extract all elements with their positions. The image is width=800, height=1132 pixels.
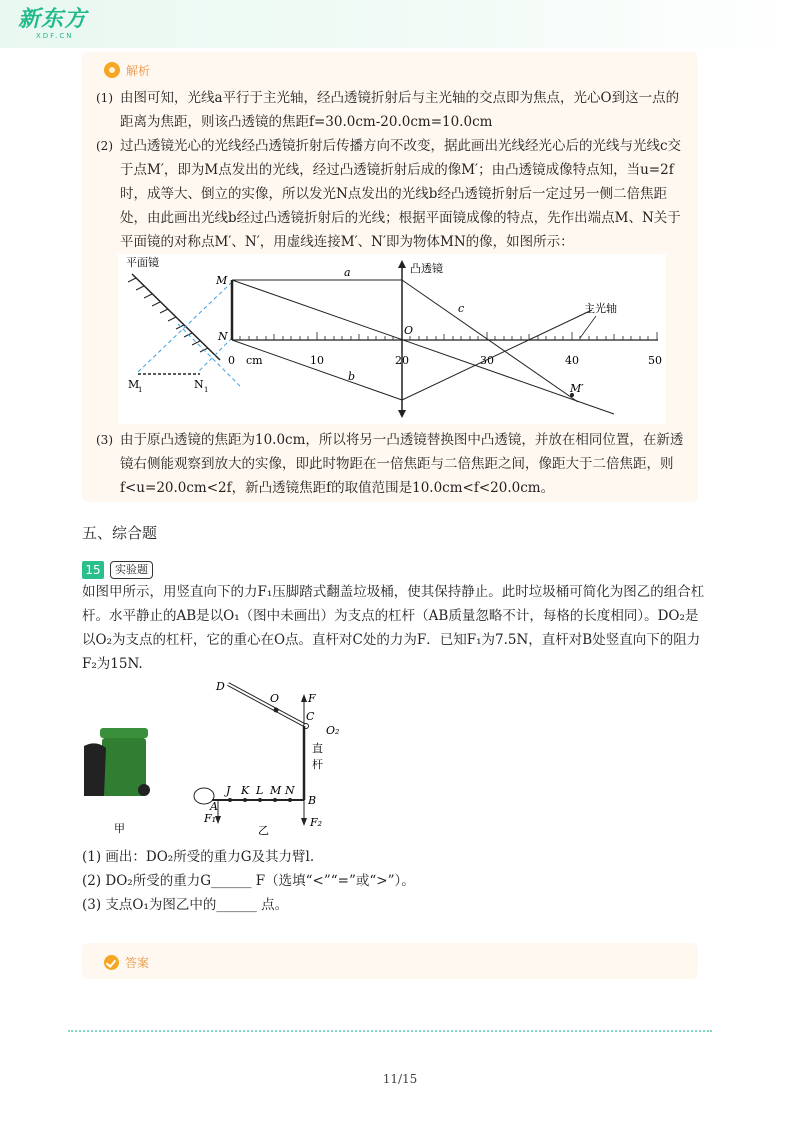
page-divider xyxy=(68,1030,712,1032)
label-a: A xyxy=(210,800,218,813)
analysis-header xyxy=(104,61,150,79)
label-m1: M xyxy=(128,378,140,391)
optics-diagram-svg xyxy=(118,254,666,424)
lever-do2-inner xyxy=(228,684,306,726)
axis-label: 主光轴 xyxy=(584,302,617,315)
trash-can-wheel xyxy=(138,784,150,796)
rod-label-1: 直 xyxy=(312,742,323,755)
question-body: 如图甲所示，用竖直向下的力F₁压脚踏式翻盖垃圾桶，使其保持静止。此时垃圾桶可简化为图乙的组合杠杆。水平静止的AB是以O₁（图中未画出）为支点的杠杆（AB质量忽略不计，每格的长度相同）。DO₂是以O₂为支点的杠杆，它的重心在O点。直杆对C处的力为F．已知F₁为7.5N，直杆对B处竖直向下的阻力F₂为15N. xyxy=(82,584,705,672)
axis-ticks xyxy=(240,332,657,340)
label-b: B xyxy=(308,794,317,807)
label-k: K xyxy=(241,784,250,797)
label-f2: F₂ xyxy=(310,816,323,829)
lens-label: 凸透镜 xyxy=(410,262,443,275)
header-band xyxy=(0,0,800,48)
ray-c-label: c xyxy=(458,302,465,315)
sub-question-1: (1) 画出：DO₂所受的重力G及其力臂l. xyxy=(82,849,315,865)
label-j: J xyxy=(226,784,231,797)
paragraph-text: 由图可知，光线a平行于主光轴，经凸透镜折射后与主光轴的交点即为焦点，光心O到这一点的距离为焦距，则该凸透镜的焦距f=30.0cm-20.0cm=10.0cm xyxy=(120,90,680,130)
lightbulb-icon xyxy=(104,62,120,78)
tick-0: 0 xyxy=(228,354,235,367)
lever-diagram-svg xyxy=(82,676,362,840)
paragraph-text: 过凸透镜光心的光线经凸透镜折射后传播方向不改变，据此画出光线经光心后的光线与光线c交于点M′，即为M点发出的光线，经过凸透镜折射后成的像M′；由凸透镜成像特点知，当u=2f时，成等大、倒立的实像，所以发光N点发出的光线b经凸透镜折射后一定过另一侧二倍焦距处，由此画出光线b经过凸透镜折射后的光线；根据平面镜成像的特点，先作出端点M、N关于平面镜的对称点M′、N′，用虚线连接M′、N′即为物体MN的像，如图所示： xyxy=(120,138,682,250)
label-m: M xyxy=(270,784,282,797)
label-f: F xyxy=(308,692,316,705)
label-l: L xyxy=(256,784,264,797)
paragraph-number: (3) xyxy=(96,433,113,447)
brand-logo xyxy=(18,8,88,44)
label-n1-sub: 1 xyxy=(204,386,209,394)
brand-name: 新东方 xyxy=(18,7,88,32)
label-n: N xyxy=(285,784,295,797)
ray-a-refracted xyxy=(402,280,578,402)
sub-question-2: (2) DO₂所受的重力G______ F（选填“<”“=”或“>”）。 xyxy=(82,873,415,889)
answer-label: 答案 xyxy=(125,955,150,970)
ray-a-label: a xyxy=(344,266,351,279)
paragraph-number: (1) xyxy=(96,91,113,105)
analysis-paragraph-3 xyxy=(96,428,690,500)
lens-arrow-top xyxy=(398,260,406,268)
tick-30: 30 xyxy=(480,354,494,367)
label-c: C xyxy=(306,710,315,723)
label-o: O xyxy=(404,324,414,337)
hand-shape xyxy=(84,743,106,796)
label-o: O xyxy=(270,692,280,705)
label-yi: 乙 xyxy=(258,824,269,837)
question-tag: 实验题 xyxy=(110,561,153,579)
answer-box[interactable] xyxy=(82,943,698,979)
sub-question-3: (3) 支点O₁为图乙中的______ 点。 xyxy=(82,897,289,913)
label-m-prime: M′ xyxy=(570,382,584,395)
label-m1-sub: 1 xyxy=(138,386,143,394)
analysis-paragraph-1 xyxy=(96,86,690,134)
brand-sub: XDF.CN xyxy=(36,32,74,40)
force-f-head xyxy=(301,694,307,702)
ray-b xyxy=(232,340,402,400)
analysis-label: 解析 xyxy=(126,63,151,78)
answer-header xyxy=(104,953,149,971)
label-d: D xyxy=(216,680,225,693)
label-jia: 甲 xyxy=(114,822,125,835)
paragraph-number: (2) xyxy=(96,139,113,153)
rod-label-2: 杆 xyxy=(312,758,323,771)
page-number: 11/15 xyxy=(382,1072,418,1086)
axis-label-pointer xyxy=(580,316,596,338)
force-f2-head xyxy=(301,818,307,826)
label-n1: N xyxy=(194,378,204,391)
axis-unit: cm xyxy=(246,354,263,367)
ray-b-label: b xyxy=(348,370,356,383)
paragraph-text: 由于原凸透镜的焦距为10.0cm，所以将另一凸透镜替换图中凸透镜，并放在相同位置，在新透镜右侧能观察到放大的实像，即此时物距在一倍焦距与二倍焦距之间，像距大于二倍焦距，则f<u=20.0cm<2f，新凸透镜焦距f的取值范围是10.0cm<f<20.0cm。 xyxy=(120,432,684,496)
ray-b-refracted xyxy=(402,310,592,400)
point-o xyxy=(274,708,279,713)
analysis-paragraph-2 xyxy=(96,134,690,254)
label-f1: F₁ xyxy=(204,812,217,825)
mirror-hatching xyxy=(128,278,208,352)
trash-can-lid xyxy=(100,728,148,738)
question-header xyxy=(82,561,153,579)
lens-arrow-bottom xyxy=(398,410,406,418)
label-m: M xyxy=(216,274,228,287)
tick-10: 10 xyxy=(310,354,324,367)
tick-50: 50 xyxy=(648,354,662,367)
lever-diagram xyxy=(82,676,362,840)
label-o2: O₂ xyxy=(326,724,340,737)
optics-diagram xyxy=(118,254,666,424)
question-number: 15 xyxy=(82,561,104,579)
label-n: N xyxy=(218,330,228,343)
tick-40: 40 xyxy=(565,354,579,367)
ray-c xyxy=(232,280,614,414)
check-icon xyxy=(104,955,119,970)
section-title: 五、综合题 xyxy=(82,524,158,542)
mirror-label: 平面镜 xyxy=(126,256,159,269)
tick-20: 20 xyxy=(395,354,409,367)
